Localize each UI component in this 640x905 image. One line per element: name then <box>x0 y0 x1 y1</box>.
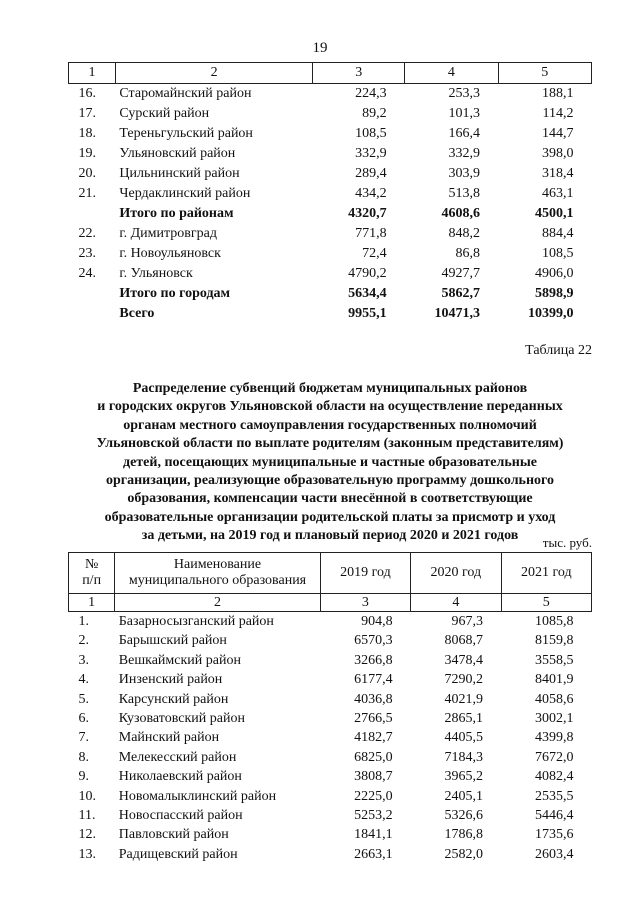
row-name: Новоспасский район <box>118 808 243 824</box>
row-name: Итого по городам <box>119 286 231 301</box>
value-2019: 434,2 <box>355 186 387 201</box>
row-number: 19. <box>78 146 96 161</box>
continuation-table <box>68 62 592 324</box>
row-name: Майнский район <box>118 730 220 746</box>
value-2020: 4927,7 <box>441 266 481 281</box>
title-line: за детьми, на 2019 год и плановый период 2020 и 2021 годов <box>141 528 519 544</box>
title-line: Ульяновской области по выплате родителям (законным представителям) <box>96 436 564 452</box>
table-row <box>69 144 592 164</box>
value-2020: 253,3 <box>448 86 481 101</box>
value-2020: 2582,0 <box>444 846 484 862</box>
table-row <box>69 806 592 825</box>
value-2019: 4320,7 <box>348 206 387 221</box>
table-row <box>69 748 592 767</box>
row-number: 16. <box>78 86 96 101</box>
row-number: 5. <box>78 691 89 707</box>
value-2020: 101,3 <box>448 106 481 121</box>
col-number: 1 <box>69 63 116 84</box>
row-number: 1. <box>78 614 89 629</box>
value-2019: 89,2 <box>362 106 387 121</box>
row-number: 23. <box>78 246 96 261</box>
row-name: Радищевский район <box>118 846 238 862</box>
header-2021: 2021 год <box>501 553 591 594</box>
row-name: Чердаклинский район <box>119 186 251 201</box>
value-2021: 4399,8 <box>535 730 574 746</box>
col-number: 3 <box>313 63 405 84</box>
column-number-row <box>69 594 592 612</box>
value-2021: 114,2 <box>542 106 574 121</box>
row-number: 20. <box>78 166 96 181</box>
value-2021: 2603,4 <box>535 846 574 862</box>
value-2019: 6570,3 <box>354 633 393 649</box>
row-name: Базарносызганский район <box>118 614 274 629</box>
row-number: 11. <box>78 808 96 824</box>
value-2019: 5634,4 <box>348 286 387 301</box>
row-number <box>69 284 116 304</box>
title-line: образования, компенсации части внесённой в соответствующие <box>127 491 533 507</box>
title-line: детей, посещающих муниципальные и частные образовательные <box>123 454 537 470</box>
title-line: образовательные организации родительской платы за присмотр и уход <box>104 509 556 525</box>
row-name: г. Димитровград <box>119 226 217 241</box>
row-number <box>69 204 116 224</box>
row-name: Старомайнский район <box>119 86 252 101</box>
value-2021: 4906,0 <box>535 266 574 281</box>
value-2019: 4036,8 <box>354 691 393 707</box>
value-2021: 10399,0 <box>528 306 574 321</box>
row-number: 10. <box>78 788 96 804</box>
value-2020: 1786,8 <box>444 827 484 843</box>
value-2020: 5862,7 <box>441 286 481 301</box>
value-2021: 2535,5 <box>535 788 574 804</box>
value-2021: 4500,1 <box>535 206 574 221</box>
value-2020: 7290,2 <box>444 672 484 688</box>
table-row <box>69 767 592 786</box>
value-2019: 3266,8 <box>354 652 393 668</box>
col-number: 3 <box>320 594 410 612</box>
row-number: 6. <box>78 711 89 727</box>
value-2019: 332,9 <box>355 146 387 161</box>
row-name: Инзенский район <box>118 672 223 688</box>
value-2019: 6177,4 <box>354 672 393 688</box>
row-name: Кузоватовский район <box>118 711 245 727</box>
header-name <box>115 553 320 594</box>
value-2020: 10471,3 <box>434 306 481 321</box>
page-number: 19 <box>312 40 328 56</box>
value-2021: 318,4 <box>542 166 574 181</box>
value-2021: 5446,4 <box>535 808 574 824</box>
header-num <box>69 553 115 594</box>
value-2019: 2663,1 <box>354 846 393 862</box>
subtotal-row <box>69 204 592 224</box>
value-2021: 144,7 <box>542 126 574 141</box>
row-name: Барышский район <box>118 633 227 649</box>
title-line: организации, реализующие образовательную программу дошкольного <box>105 473 555 489</box>
table-row <box>69 709 592 728</box>
row-name: Ульяновский район <box>119 146 236 161</box>
value-2021: 108,5 <box>542 246 574 261</box>
row-number: 13. <box>78 846 96 862</box>
value-2019: 289,4 <box>355 166 387 181</box>
row-number: 18. <box>78 126 96 141</box>
value-2021: 7672,0 <box>535 749 574 765</box>
value-2021: 4082,4 <box>535 769 574 785</box>
value-2019: 9955,1 <box>348 306 387 321</box>
row-name: Карсунский район <box>118 691 229 707</box>
value-2020: 2865,1 <box>444 711 484 727</box>
table-row <box>69 651 592 670</box>
table-row <box>69 184 592 204</box>
value-2019: 4182,7 <box>354 730 393 746</box>
row-number: 22. <box>78 226 96 241</box>
table-row <box>69 264 592 284</box>
col-number: 4 <box>411 594 501 612</box>
value-2019: 2225,0 <box>354 788 393 804</box>
value-2021: 4058,6 <box>535 691 574 707</box>
column-number-row <box>69 63 592 84</box>
table-row <box>69 244 592 264</box>
row-number: 24. <box>78 266 96 281</box>
value-2020: 848,2 <box>448 226 481 241</box>
table-row <box>69 631 592 650</box>
row-name: Итого по районам <box>119 206 234 221</box>
table-row <box>69 104 592 124</box>
title-line: и городских округов Ульяновской области на осуществление переданных <box>97 399 563 415</box>
table-row <box>69 224 592 244</box>
units-label: тыс. руб. <box>542 535 592 550</box>
table-row <box>69 845 592 864</box>
value-2019: 2766,5 <box>354 711 393 727</box>
table-title <box>70 380 590 546</box>
row-number: 17. <box>78 106 96 121</box>
row-number: 2. <box>78 633 89 649</box>
table-row <box>69 787 592 806</box>
row-name: Всего <box>119 306 155 321</box>
value-2020: 166,4 <box>448 126 481 141</box>
value-2021: 8401,9 <box>535 672 574 688</box>
value-2019: 904,8 <box>361 614 393 629</box>
header-2020: 2020 год <box>411 553 501 594</box>
table-22 <box>68 552 592 864</box>
value-2021: 3558,5 <box>535 652 574 668</box>
table-header-row <box>69 553 592 594</box>
value-2020: 967,3 <box>451 614 484 629</box>
table-row <box>69 690 592 709</box>
subtotal-row <box>69 284 592 304</box>
col-number: 5 <box>498 63 591 84</box>
col-number: 2 <box>115 594 320 612</box>
row-name: Николаевский район <box>118 769 242 785</box>
value-2021: 398,0 <box>542 146 574 161</box>
row-name: Павловский район <box>118 827 229 843</box>
value-2019: 72,4 <box>362 246 387 261</box>
value-2019: 4790,2 <box>348 266 387 281</box>
row-number: 8. <box>78 749 89 765</box>
value-2020: 4405,5 <box>444 730 484 746</box>
row-number: 4. <box>78 672 89 688</box>
value-2019: 771,8 <box>355 226 387 241</box>
value-2019: 6825,0 <box>354 749 393 765</box>
value-2021: 1735,6 <box>535 827 574 843</box>
value-2020: 86,8 <box>455 246 481 261</box>
value-2020: 303,9 <box>448 166 481 181</box>
row-number <box>69 304 116 324</box>
table-row <box>69 825 592 844</box>
col-number: 4 <box>405 63 498 84</box>
title-line: органам местного самоуправления государственных полномочий <box>123 417 537 433</box>
value-2019: 108,5 <box>355 126 387 141</box>
title-line: Распределение субвенций бюджетам муниципальных районов <box>132 381 528 396</box>
total-row <box>69 304 592 324</box>
value-2020: 513,8 <box>448 186 481 201</box>
value-2019: 3808,7 <box>354 769 393 785</box>
header-2019: 2019 год <box>320 553 410 594</box>
value-2020: 3965,2 <box>444 769 484 785</box>
row-name: Цильнинский район <box>119 166 240 181</box>
row-number: 12. <box>78 827 96 843</box>
value-2020: 4021,9 <box>444 691 484 707</box>
table-row <box>69 728 592 747</box>
row-name: Сурский район <box>119 106 210 121</box>
table-row <box>69 164 592 184</box>
table-label: Таблица 22 <box>525 343 592 358</box>
value-2020: 8068,7 <box>444 633 484 649</box>
value-2020: 5326,6 <box>444 808 484 824</box>
value-2020: 4608,6 <box>441 206 481 221</box>
value-2019: 224,3 <box>355 86 387 101</box>
value-2020: 332,9 <box>448 146 481 161</box>
value-2021: 188,1 <box>542 86 574 101</box>
col-number: 1 <box>69 594 115 612</box>
value-2021: 8159,8 <box>535 633 574 649</box>
header-name-line1: Наименование <box>173 557 262 572</box>
value-2021: 3002,1 <box>535 711 574 727</box>
row-name: Новомалыклинский район <box>118 788 277 804</box>
row-name: Тереньгульский район <box>119 126 253 141</box>
value-2019: 5253,2 <box>354 808 393 824</box>
row-name: г. Ульяновск <box>119 266 193 281</box>
row-number: 7. <box>78 730 89 746</box>
table-row <box>69 84 592 105</box>
table-row <box>69 612 592 632</box>
value-2020: 3478,4 <box>444 652 484 668</box>
col-number: 5 <box>501 594 591 612</box>
value-2021: 1085,8 <box>535 614 574 629</box>
row-name: Вешкаймский район <box>118 652 241 668</box>
header-name-line2: муниципального образования <box>128 573 307 588</box>
value-2020: 7184,3 <box>444 749 484 765</box>
value-2021: 884,4 <box>542 226 574 241</box>
value-2021: 5898,9 <box>535 286 574 301</box>
header-num-line1: № <box>84 557 99 572</box>
header-num-line2: п/п <box>82 573 102 588</box>
table-row <box>69 670 592 689</box>
row-number: 9. <box>78 769 89 785</box>
value-2019: 1841,1 <box>354 827 393 843</box>
col-number: 2 <box>115 63 313 84</box>
row-number: 3. <box>78 652 89 668</box>
row-number: 21. <box>78 186 96 201</box>
row-name: Мелекесский район <box>118 749 237 765</box>
row-name: г. Новоульяновск <box>119 246 221 261</box>
value-2021: 463,1 <box>542 186 574 201</box>
table-row <box>69 124 592 144</box>
value-2020: 2405,1 <box>444 788 484 804</box>
